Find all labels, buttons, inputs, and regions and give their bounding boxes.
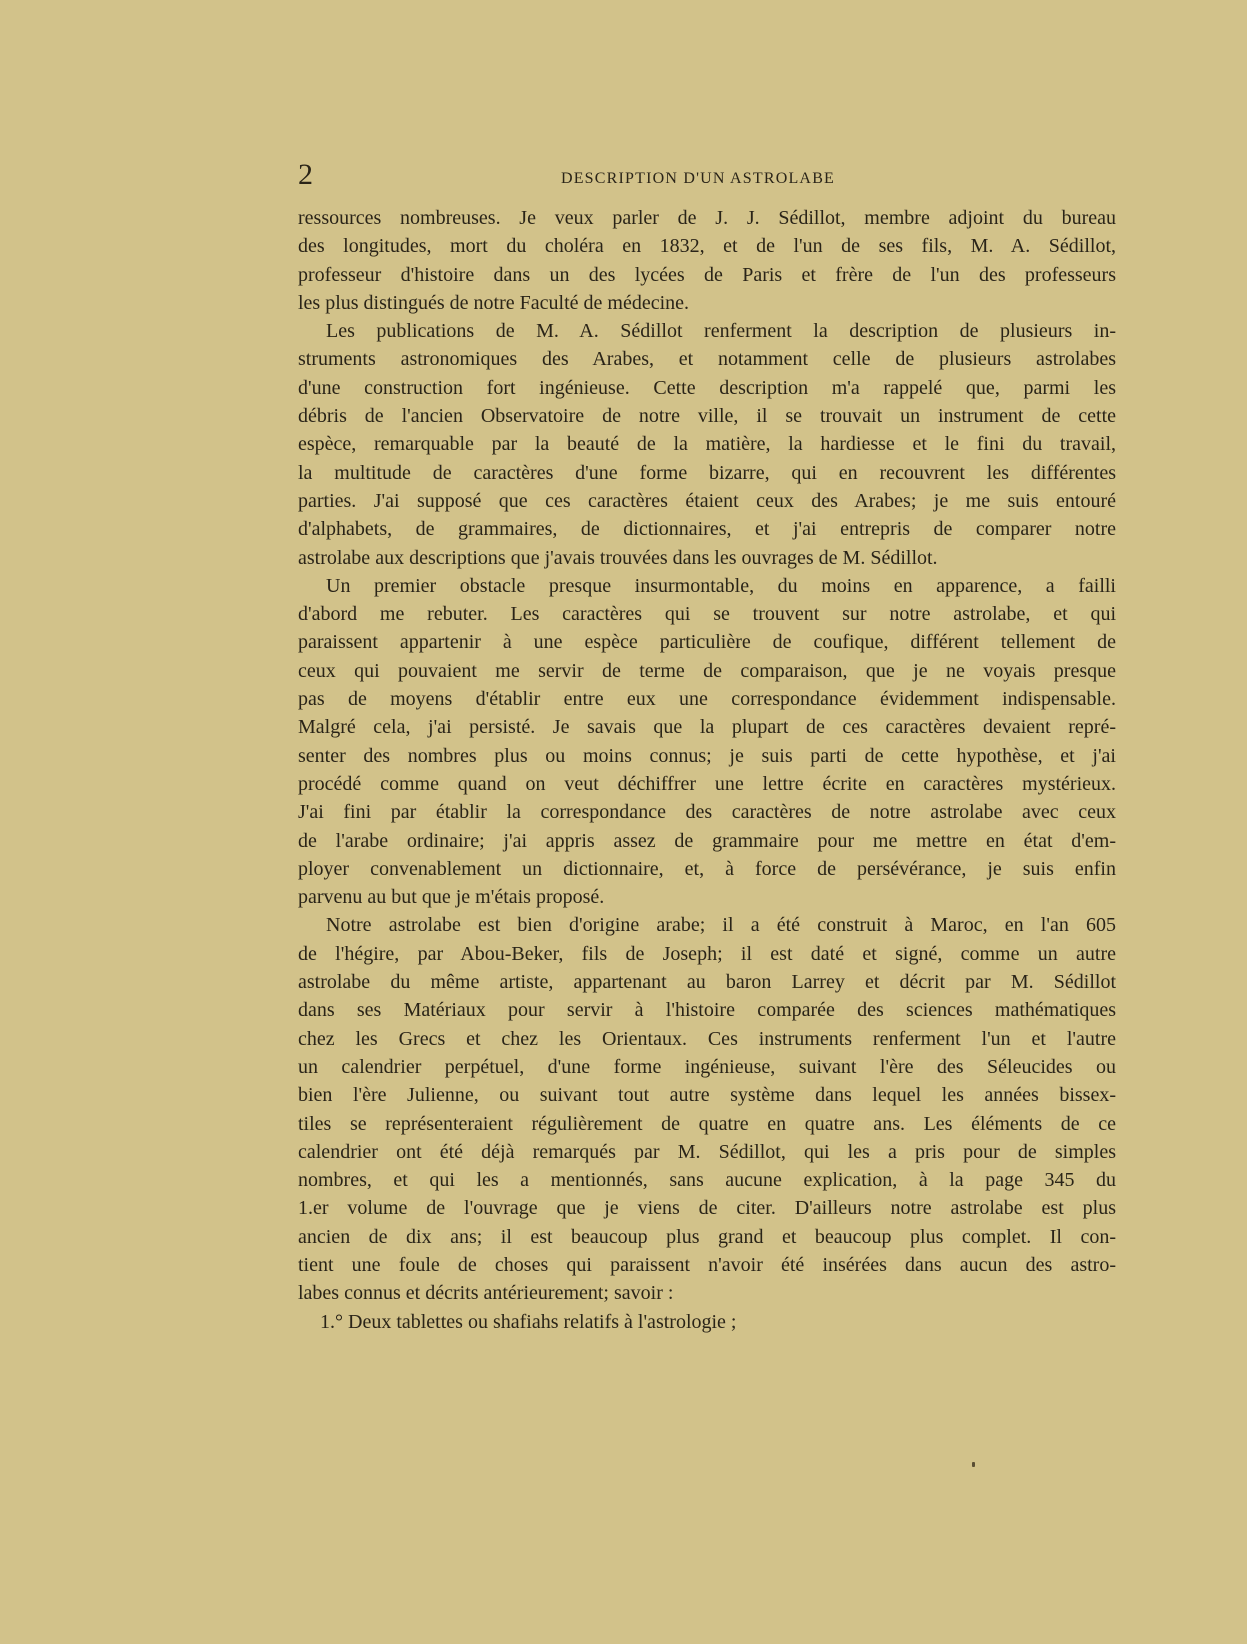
text-line: calendrier ont été déjà remarqués par M. Sédillot, qui les a pris pour de simples (298, 1140, 1116, 1163)
text-line: ancien de dix ans; il est beaucoup plus grand et beaucoup plus complet. Il con- (298, 1225, 1116, 1248)
text-line: dans ses Matériaux pour servir à l'histoire comparée des sciences mathématiques (298, 999, 1116, 1022)
text-line: de l'hégire, par Abou-Beker, fils de Joseph; il est daté et signé, comme un autre (298, 942, 1116, 965)
text-line: ployer convenablement un dictionnaire, et, à force de persévérance, je suis enfin (298, 857, 1116, 880)
text-line: procédé comme quand on veut déchiffrer une lettre écrite en caractères mystérieux. (298, 772, 1116, 795)
paragraph-start-line: Notre astrolabe est bien d'origine arabe; il a été construit à Maroc, en l'an 605 (326, 914, 1116, 937)
text-line: tiles se représenteraient régulièrement de quatre en quatre ans. Les éléments de ce (298, 1112, 1116, 1135)
text-line: astrolabe aux descriptions que j'avais trouvées dans les ouvrages de M. Sédillot. (298, 546, 938, 569)
text-line: des longitudes, mort du choléra en 1832, et de l'un de ses fils, M. A. Sédillot, (298, 235, 1116, 258)
text-line: parvenu au but que je m'étais proposé. (298, 886, 605, 909)
text-line: d'abord me rebuter. Les caractères qui se trouvent sur notre astrolabe, et qui (298, 603, 1116, 626)
text-line: struments astronomiques des Arabes, et notamment celle de plusieurs astrolabes (298, 348, 1116, 371)
text-line: d'alphabets, de grammaires, de dictionnaires, et j'ai entrepris de comparer notre (298, 518, 1116, 541)
text-line: de l'arabe ordinaire; j'ai appris assez de grammaire pour me mettre en état d'em- (298, 829, 1116, 852)
text-line: tient une foule de choses qui paraissent n'avoir été insérées dans aucun des astro- (298, 1253, 1116, 1276)
text-line: ressources nombreuses. Je veux parler de J. J. Sédillot, membre adjoint du bureau (298, 207, 1116, 229)
page-number: 2 (298, 158, 313, 191)
page-header (298, 158, 1118, 194)
text-line: paraissent appartenir à une espèce particulière de coufique, différent tellement de (298, 631, 1116, 654)
text-line: professeur d'histoire dans un des lycées de Paris et frère de l'un des professeurs (298, 263, 1116, 286)
text-line: ceux qui pouvaient me servir de terme de comparaison, que je ne voyais presque (298, 659, 1116, 682)
text-line: débris de l'ancien Observatoire de notre ville, il se trouvait un instrument de cette (298, 405, 1116, 428)
text-line: parties. J'ai supposé que ces caractères étaient ceux des Arabes; je me suis entouré (298, 489, 1116, 512)
text-line: la multitude de caractères d'une forme bizarre, qui en recouvrent les différentes (298, 461, 1116, 484)
paragraph-start-line: Un premier obstacle presque insurmontable, du moins en apparence, a failli (326, 574, 1116, 597)
running-head: DESCRIPTION D'UN ASTROLABE (560, 170, 836, 187)
text-line: bien l'ère Julienne, ou suivant tout autre système dans lequel les années bissex- (298, 1084, 1116, 1107)
text-line: d'une construction fort ingénieuse. Cette description m'a rappelé que, parmi les (298, 376, 1116, 399)
text-line: nombres, et qui les a mentionnés, sans aucune explication, à la page 345 du (298, 1169, 1116, 1192)
text-line: un calendrier perpétuel, d'une forme ingénieuse, suivant l'ère des Séleucides ou (298, 1055, 1116, 1078)
text-line: espèce, remarquable par la beauté de la matière, la hardiesse et le fini du travail, (298, 433, 1116, 456)
text-line: labes connus et décrits antérieurement; savoir : (298, 1282, 674, 1305)
list-item-line: 1.° Deux tablettes ou shafiahs relatifs à l'astrologie ; (320, 1310, 737, 1333)
paragraph-start-line: Les publications de M. A. Sédillot renferment la description de plusieurs in- (326, 320, 1116, 343)
text-line: J'ai fini par établir la correspondance des caractères de notre astrolabe avec ceux (298, 801, 1116, 824)
text-line: pas de moyens d'établir entre eux une correspondance évidemment indispensable. (298, 688, 1116, 711)
text-line: Malgré cela, j'ai persisté. Je savais que la plupart de ces caractères devaient repré- (298, 716, 1116, 739)
text-line: les plus distingués de notre Faculté de médecine. (298, 291, 690, 314)
text-line: senter des nombres plus ou moins connus; je suis parti de cette hypothèse, et j'ai (298, 744, 1116, 767)
text-line: chez les Grecs et chez les Orientaux. Ces instruments renferment l'un et l'autre (298, 1027, 1116, 1050)
text-line: astrolabe du même artiste, appartenant au baron Larrey et décrit par M. Sédillot (298, 971, 1116, 994)
text-line: 1.er volume de l'ouvrage que je viens de citer. D'ailleurs notre astrolabe est plus (298, 1197, 1116, 1220)
body-text (298, 204, 1116, 1336)
paper-speck (972, 1462, 975, 1467)
